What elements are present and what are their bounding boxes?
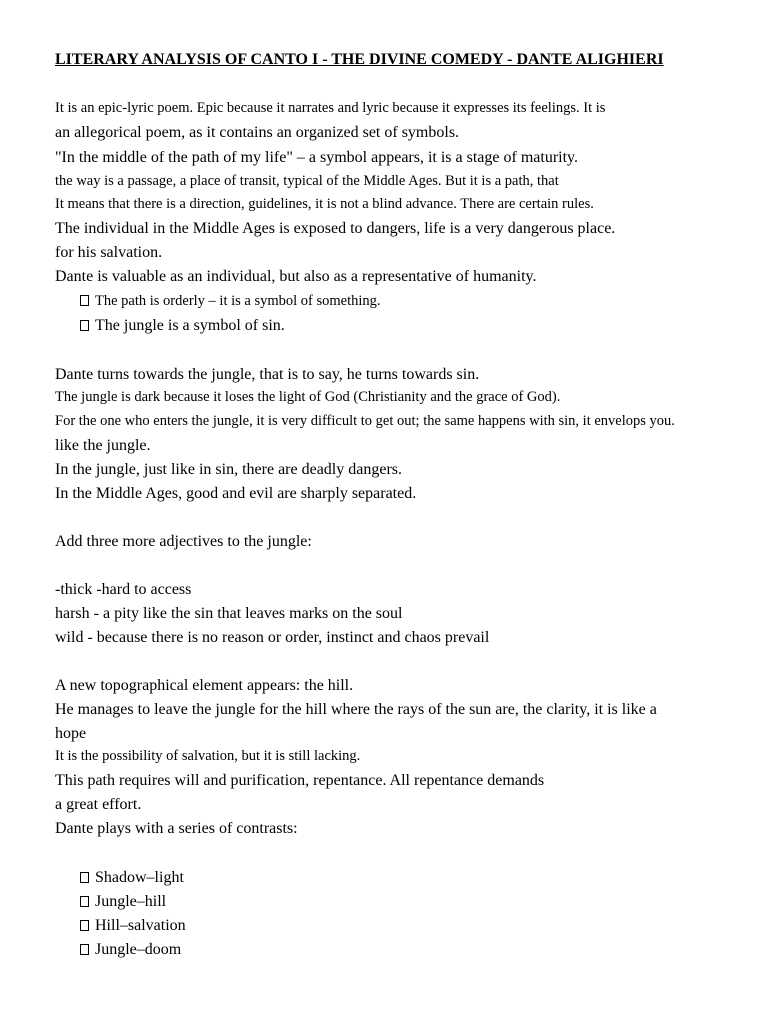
paragraph-line: In the jungle, just like in sin, there are deadly dangers. xyxy=(55,461,403,478)
bullet-box-icon xyxy=(80,944,89,955)
list-item xyxy=(80,870,184,886)
list-item xyxy=(80,294,381,309)
bullet-box-icon xyxy=(80,320,89,331)
list-item-text: Shadow–light xyxy=(95,869,184,886)
list-item-text: Jungle–doom xyxy=(95,941,182,958)
bullet-box-icon xyxy=(80,872,89,883)
paragraph-line: Dante plays with a series of contrasts: xyxy=(55,820,298,837)
adjective-line: harsh - a pity like the sin that leaves marks on the soul xyxy=(55,605,403,622)
bullet-box-icon xyxy=(80,896,89,907)
list-item-text: The path is orderly – it is a symbol of something. xyxy=(95,293,381,309)
paragraph-line: "In the middle of the path of my life" – a symbol appears, it is a stage of maturity. xyxy=(55,149,579,166)
paragraph-line: In the Middle Ages, good and evil are sharply separated. xyxy=(55,485,417,502)
paragraph-line: It is the possibility of salvation, but it is still lacking. xyxy=(55,748,361,764)
paragraph-line: It is an epic-lyric poem. Epic because it narrates and lyric because it expresses its feelings. It is xyxy=(55,100,606,116)
list-item-text: Jungle–hill xyxy=(95,893,167,910)
bullet-box-icon xyxy=(80,295,89,306)
paragraph-line: He manages to leave the jungle for the hill where the rays of the sun are, the clarity, it is like a xyxy=(55,701,657,718)
paragraph-line: A new topographical element appears: the hill. xyxy=(55,677,354,694)
document-title: LITERARY ANALYSIS OF CANTO I - THE DIVINE COMEDY - DANTE ALIGHIERI xyxy=(55,51,664,68)
list-item xyxy=(80,318,285,334)
paragraph-line: The jungle is dark because it loses the light of God (Christianity and the grace of God). xyxy=(55,389,561,405)
paragraph-line: For the one who enters the jungle, it is very difficult to get out; the same happens with sin, it envelops you. xyxy=(55,413,675,429)
list-item xyxy=(80,894,166,910)
paragraph-line: This path requires will and purification, repentance. All repentance demands xyxy=(55,772,545,789)
paragraph-line: The individual in the Middle Ages is exposed to dangers, life is a very dangerous place. xyxy=(55,220,616,237)
prompt-line: Add three more adjectives to the jungle: xyxy=(55,533,312,550)
paragraph-line: hope xyxy=(55,725,87,742)
paragraph-line: the way is a passage, a place of transit, typical of the Middle Ages. But it is a path, that xyxy=(55,173,559,189)
paragraph-line: for his salvation. xyxy=(55,244,163,261)
paragraph-line: Dante is valuable as an individual, but also as a representative of humanity. xyxy=(55,268,537,285)
paragraph-line: Dante turns towards the jungle, that is to say, he turns towards sin. xyxy=(55,366,480,383)
bullet-box-icon xyxy=(80,920,89,931)
adjective-line: wild - because there is no reason or order, instinct and chaos prevail xyxy=(55,629,490,646)
list-item-text: The jungle is a symbol of sin. xyxy=(95,317,285,334)
paragraph-line: It means that there is a direction, guidelines, it is not a blind advance. There are certain rules. xyxy=(55,196,594,212)
adjective-line: -thick -hard to access xyxy=(55,581,192,598)
paragraph-line: like the jungle. xyxy=(55,437,151,454)
paragraph-line: an allegorical poem, as it contains an organized set of symbols. xyxy=(55,124,460,141)
paragraph-line: a great effort. xyxy=(55,796,142,813)
list-item xyxy=(80,918,186,934)
list-item xyxy=(80,942,181,958)
list-item-text: Hill–salvation xyxy=(95,917,186,934)
